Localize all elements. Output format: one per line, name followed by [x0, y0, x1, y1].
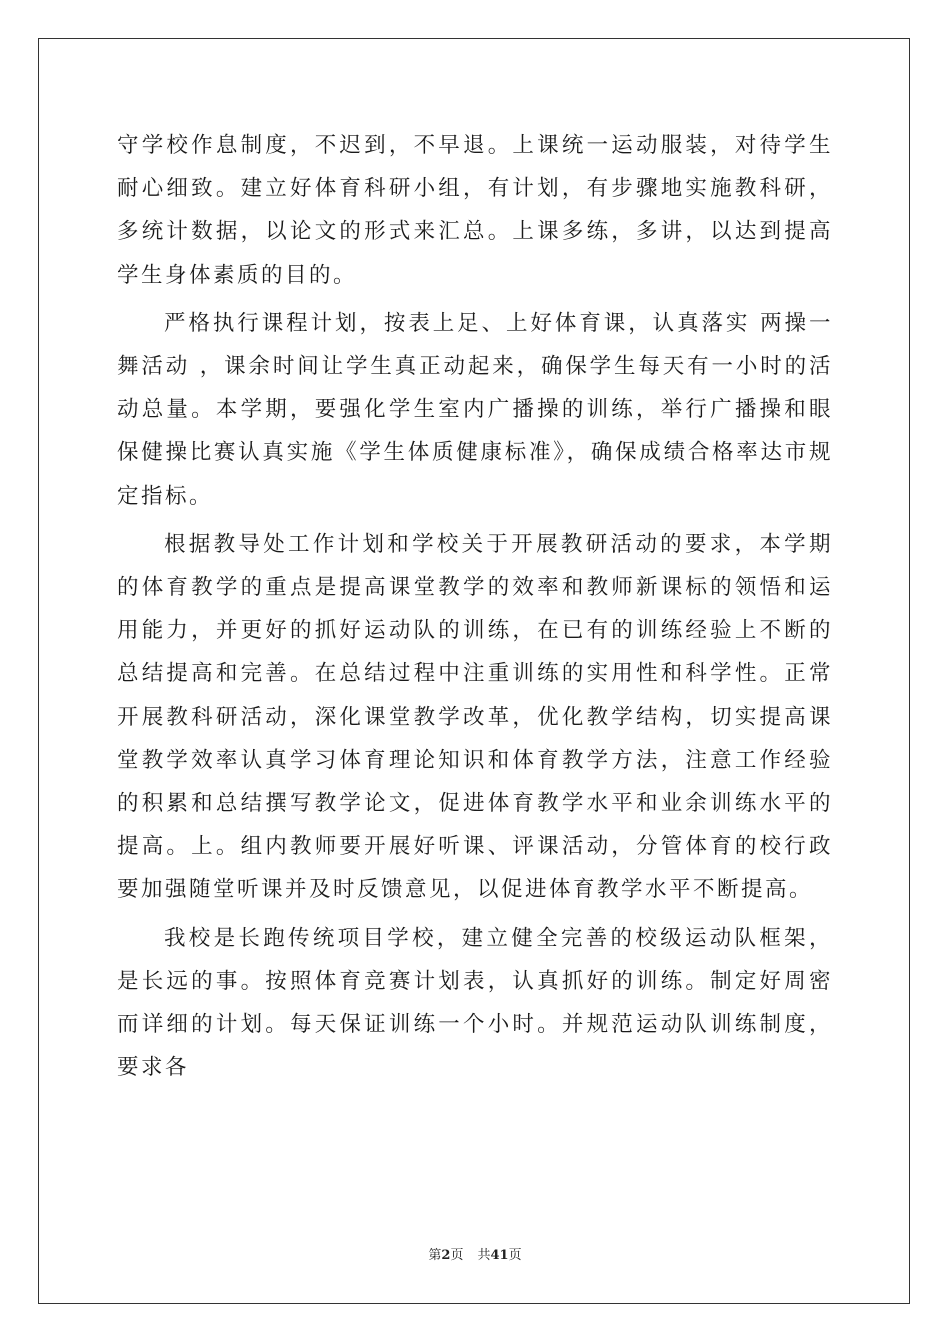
total-pages: 41	[490, 1248, 509, 1263]
paragraph-1: 守学校作息制度，不迟到，不早退。上课统一运动服装，对待学生耐心细致。建立好体育科研小组，有计划，有步骤地实施教科研，多统计数据，以论文的形式来汇总。上课多练，多讲，以达到提高学生身体素质的目的。	[117, 133, 833, 288]
document-body	[117, 124, 833, 1089]
paragraph-3: 根据教导处工作计划和学校关于开展教研活动的要求，本学期的体育教学的重点是提高课堂教学的效率和教师新课标的领悟和运用能力，并更好的抓好运动队的训练，在已有的训练经验上不断的总结提高和完善。在总结过程中注重训练的实用性和科学性。正常开展教科研活动，深化课堂教学改革，优化教学结构，切实提高课堂教学效率认真学习体育理论知识和体育教学方法，注意工作经验的积累和总结撰写教学论文，促进体育教学水平和业余训练水平的提高。上。组内教师要开展好听课、评课活动，分管体育的校行政要加强随堂听课并及时反馈意见，以促进体育教学水平不断提高。	[117, 531, 833, 903]
total-suffix: 页	[508, 1248, 522, 1263]
page-number: 2	[441, 1248, 451, 1263]
total-prefix: 共	[477, 1248, 491, 1263]
page-suffix: 页	[450, 1248, 464, 1263]
page-prefix: 第	[428, 1248, 442, 1263]
page-footer	[0, 1244, 950, 1263]
paragraph-4: 我校是长跑传统项目学校，建立健全完善的校级运动队框架，是长远的事。按照体育竞赛计划表，认真抓好的训练。制定好周密而详细的计划。每天保证训练一个小时。并规范运动队训练制度，要求各	[117, 925, 833, 1081]
paragraph-2: 严格执行课程计划，按表上足、上好体育课，认真落实 两操一舞活动 ，课余时间让学生真正动起来，确保学生每天有一小时的活动总量。本学期，要强化学生室内广播操的训练，举行广播操和眼保健操比赛认真实施《学生体质健康标准》，确保成绩合格率达市规定指标。	[117, 310, 833, 509]
